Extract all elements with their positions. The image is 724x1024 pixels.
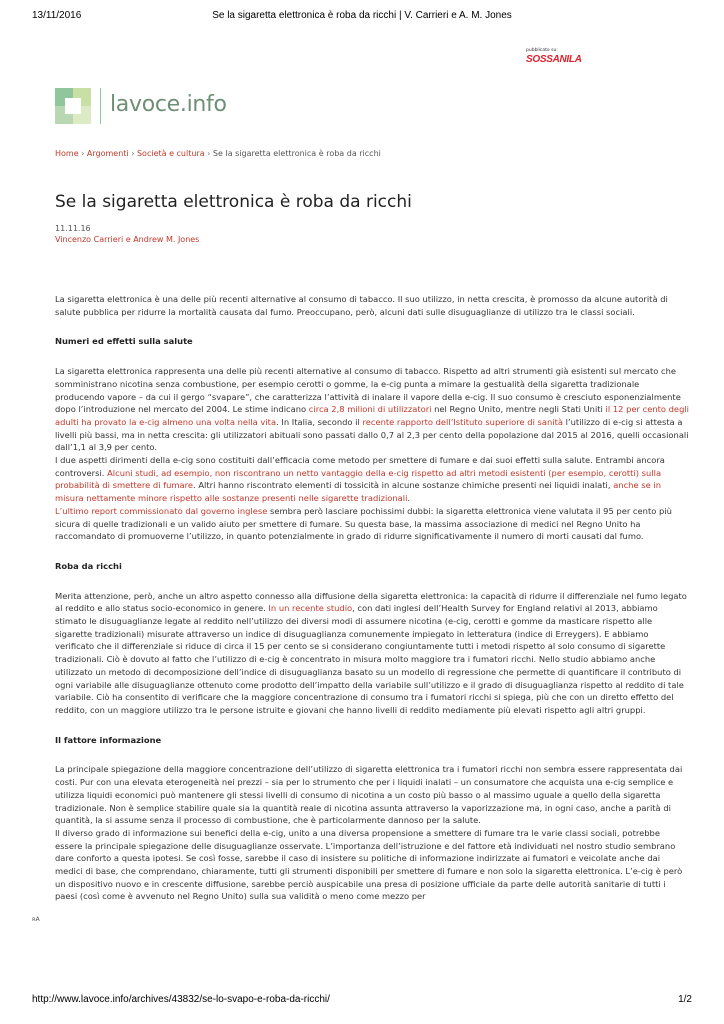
- page-number: 1/2: [678, 994, 692, 1005]
- logo-divider: [100, 88, 101, 124]
- publisher-brand-logo: SOSSANILA: [526, 54, 582, 65]
- paragraph: I due aspetti dirimenti della e-cig sono costituiti dall’efficacia come metodo per smettere di fumare e dai suoi effetti sulla salute. Entrambi ancora controversi. Alcuni studi, ad esempio, non riscontrano un netto vantaggio della e-cig rispetto ad altri metodi esistenti (per esempio, cerotti) sulla probabilità di smettere di fumare. Altri hanno riscontrato elementi di tossicità in alcune sostanze chimiche presenti nei liquidi inalati, anche se in misura nettamente minore rispetto alle sostanze presenti nelle sigarette tradizionali.: [55, 455, 665, 504]
- section-heading-numbers: Numeri ed effetti sulla salute: [55, 336, 193, 347]
- site-name: lavoce.info: [110, 92, 227, 117]
- users-estimate-link[interactable]: circa 2,8 milioni di utilizzatori: [308, 404, 432, 415]
- article-date: 11.11.16: [55, 224, 91, 233]
- uk-report-link[interactable]: L’ultimo report commissionato dal governo inglese: [55, 505, 268, 516]
- breadcrumb-separator: ›: [131, 149, 137, 158]
- breadcrumb-separator: ›: [207, 149, 213, 158]
- breadcrumb-arguments-link[interactable]: Argomenti: [86, 149, 129, 158]
- article-title: Se la sigaretta elettronica è roba da ricchi: [55, 192, 412, 212]
- toxicity-link[interactable]: anche se in misura nettamente minore rispetto alle sostanze presenti nelle sigarette tradizionali: [55, 480, 661, 504]
- paragraph: Merita attenzione, però, anche un altro aspetto connesso alla diffusione della sigaretta elettronica: la capacità di ridurre il differenziale nel fumo legato al reddito e allo status socio-economico in genere. In un recente studio, con dati inglesi dell’Health Survey for England relativi al 2013, abbiamo stimato le disuguaglianze legate al reddito nell’utilizzo dei diversi modi di assumere nicotina (e-cig, cerotti e gomme da masticare rispetto alle sigarette tradizionali) misurate attraverso un indice di disuguaglianza comunemente impiegato in letteratura (indice di Erreygers). E abbiamo verificato che il differenziale si riduce di circa il 15 per cento se si considerano congiuntamente tutti i metodi rispetto al solo consumo di sigarette tradizionali. Ciò è dovuto al fatto che l’utilizzo di e-cig è concentrato in misura molto maggiore tra i fumatori ricchi. Nello studio abbiamo anche utilizzato un metodo di decomposizione dell’indice di disuguaglianza basato su un modello di regressione che permette di quantificare il contributo di ogni variabile alle disuguaglianze ottenuto come prodotto dell’impatto della variabile sull’utilizzo e il grado di disuguaglianza rispetto al reddito di tale variabile. Ciò ha consentito di verificare che la maggiore concentrazione di consumo tra i fumatori ricchi si spiega, più che con un diretto effetto del reddito, con un maggiore utilizzo tra le persone istruite e giovani che hanno livelli di reddito mediamente più elevati rispetto agli altri gruppi.: [55, 590, 687, 715]
- recent-study-link[interactable]: In un recente studio: [268, 603, 353, 614]
- site-logo[interactable]: [55, 88, 245, 126]
- article-authors-link[interactable]: Vincenzo Carrieri e Andrew M. Jones: [55, 235, 200, 244]
- article-intro: La sigaretta elettronica è una delle più recenti alternative al consumo di tabacco. Il suo utilizzo, in netta crescita, è promosso da alcune autorità di salute pubblica per ridurre la mortalità causata dal fumo. Preoccupano, però, alcuni dati sulle disuguaglianze di utilizzo tra le classi sociali.: [55, 294, 668, 317]
- print-footer: [0, 994, 724, 1008]
- paragraph: L’ultimo report commissionato dal governo inglese sembra però lasciare pochissimi dubbi: la sigaretta elettronica viene valutata il 95 per cento più sicura di quelle tradizionali e un valido aiuto per smettere di fumare. Su questa base, la massima associazione di medici nel Regno Unito ha raccomandato di promuoverne l’utilizzo, in quanto potenzialmente in grado di ridurre significativamente il numero di morti causati dal fumo.: [55, 505, 672, 542]
- print-date: 13/11/2016: [32, 10, 82, 21]
- breadcrumb: [55, 149, 381, 158]
- print-header: [0, 8, 724, 22]
- print-title: Se la sigaretta elettronica è roba da ricchi | V. Carrieri e A. M. Jones: [212, 10, 512, 21]
- section-heading-information: Il fattore informazione: [55, 734, 162, 745]
- margin-mark: ʀA: [32, 916, 40, 923]
- section-heading-rich: Roba da ricchi: [55, 560, 122, 571]
- paragraph: Il diverso grado di informazione sui benefici della e-cig, unito a una diversa propensione a smettere di fumare tra le varie classi sociali, potrebbe essere la principale spiegazione delle disuguaglianze osservate. L’importanza dell’istruzione e del fattore età individuati nel nostro studio sembrano dare conforto a questa ipotesi. Se così fosse, sarebbe il caso di insistere su politiche di informazione indirizzate ai fumatori e veicolate anche dai medici di base, che comprendano, chiaramente, tutti gli strumenti disponibili per smettere di fumare e non solo la sigaretta elettronica. L’e-cig è però un dispositivo nuovo e in crescente diffusione, sarebbe perciò auspicabile una presa di posizione ufficiale da parte delle autorità sanitarie di tutti i paesi (così come è avvenuto nel Regno Unito) sulla sua validità o meno come mezzo per: [55, 827, 683, 902]
- breadcrumb-current: Se la sigaretta elettronica è roba da ricchi: [212, 149, 381, 158]
- iss-report-link[interactable]: recente rapporto dell’Istituto superiore di sanità: [362, 416, 564, 427]
- studies-link[interactable]: Alcuni studi, ad esempio, non riscontrano un netto vantaggio della e-cig rispetto ad altri metodi esistenti (per esempio, cerotti) sulla probabilità di smettere di fumare: [55, 467, 662, 491]
- article-body: [55, 293, 689, 903]
- breadcrumb-home-link[interactable]: Home: [55, 149, 79, 158]
- us-adults-link[interactable]: il 12 per cento degli adulti ha provato la e-cig almeno una volta nella vita: [55, 404, 690, 427]
- paragraph: La sigaretta elettronica rappresenta una delle più recenti alternative al consumo di tabacco. Rispetto ad altri strumenti già esistenti sul mercato che somministrano nicotina senza combustione, per esempio cerotti o gomme, la e-cig punta a mimare la gestualità della sigaretta tradizionale producendo vapore – da cui il gergo “svapare”, che caratterizza l’attività di inalare il vapore della e-cig. Il suo consumo è cresciuto esponenzialmente dopo l’introduzione nel mercato del 2004. Le stime indicano circa 2,8 milioni di utilizzatori nel Regno Unito, mentre negli Stati Uniti il 12 per cento degli adulti ha provato la e-cig almeno una volta nella vita. In Italia, secondo il recente rapporto dell’Istituto superiore di sanità l’utilizzo di e-cig si attesta a livelli più bassi, ma in netta crescita: gli utilizzatori abituali sono passati dallo 0,7 al 2,3 per cento della popolazione dal 2015 al 2016, quelli occasionali dall’1,1 al 3,9 per cento.: [55, 366, 690, 453]
- breadcrumb-category-link[interactable]: Società e cultura: [136, 149, 205, 158]
- breadcrumb-separator: ›: [81, 149, 87, 158]
- print-url: http://www.lavoce.info/archives/43832/se-lo-svapo-e-roba-da-ricchi/: [32, 994, 330, 1005]
- paragraph: La principale spiegazione della maggiore concentrazione dell’utilizzo di sigaretta elettronica tra i fumatori ricchi non sembra essere rappresentata dai costi. Pur con una elevata eterogeneità nei prezzi – sia per lo strumento che per i liquidi inalati – un consumatore che acquista una e-cig semplice e utilizza liquidi economici può mantenere gli stessi livelli di consumo di nicotina a un costo più basso o al massimo uguale a quello della sigaretta tradizionale. Non è semplice stabilire quale sia la quantità reale di nicotina assunta attraverso la vaporizzazione ma, in ogni caso, anche a parità di quantità, la si assume senza il processo di combustione, che è particolarmente dannoso per la salute.: [55, 764, 683, 826]
- published-on-label: pubblicato su:: [526, 48, 558, 53]
- logo-mark-icon: [55, 88, 91, 124]
- published-on-badge[interactable]: [526, 48, 586, 65]
